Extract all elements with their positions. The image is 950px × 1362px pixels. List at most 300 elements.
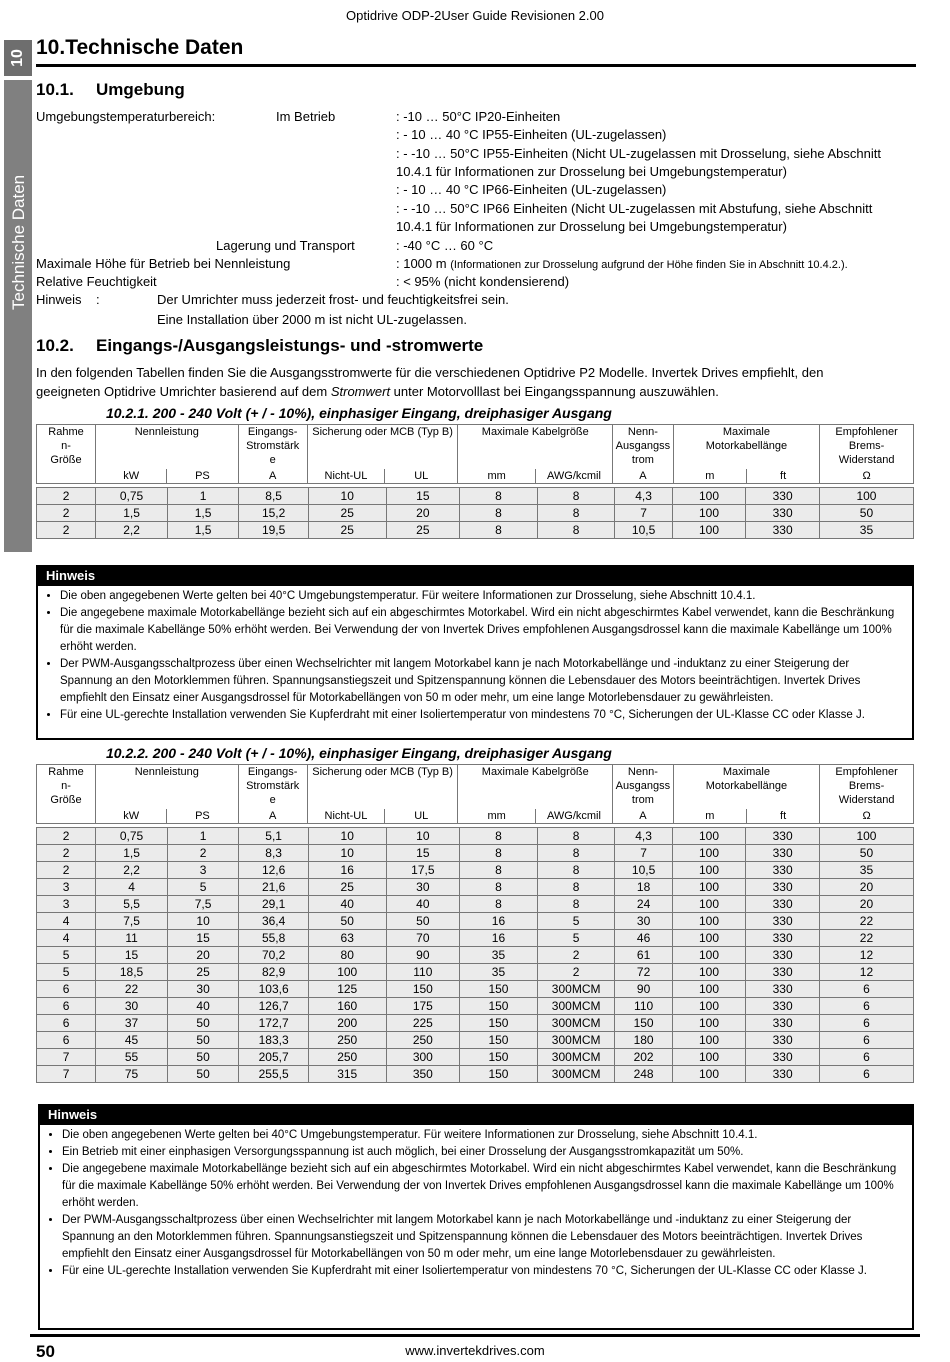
table-cell: 330 [746, 998, 820, 1015]
table-cell: 25 [167, 964, 239, 981]
unit-cell: UL [385, 469, 458, 484]
table-cell: 150 [460, 1032, 538, 1049]
col-motor-cable-length: Maximale Motorkabellänge [673, 425, 820, 469]
table-cell: 10 [308, 845, 386, 862]
table-cell: 100 [672, 896, 746, 913]
table-cell: 330 [746, 981, 820, 998]
table-cell: 100 [308, 964, 386, 981]
table-cell: 300MCM [537, 1032, 615, 1049]
temp-range-label: Umgebungstemperaturbereich: [36, 109, 216, 124]
table-row [37, 1032, 914, 1049]
table-cell: 100 [819, 488, 913, 505]
table-cell: 3 [167, 862, 239, 879]
table-cell: 72 [615, 964, 672, 981]
unit-cell: Ω [820, 469, 914, 484]
table-cell: 100 [672, 913, 746, 930]
table-cell: 8 [537, 862, 615, 879]
table-cell: 2 [37, 505, 96, 522]
table-cell: 75 [96, 1066, 168, 1083]
table-cell: 63 [308, 930, 386, 947]
operation-value-line: : - 10 … 40 °C IP55-Einheiten (UL-zugelassen) [396, 127, 667, 143]
unit-cell: mm [458, 469, 535, 484]
section-intro: In den folgenden Tabellen finden Sie die Ausgangsstromwerte für die verschiedenen Optidrive P2 Modelle. Invertek Drives empfiehlt, den geeigneten Optidrive Umrichter basierend auf dem Stromwert unter Motorvolllast bei Eingangsspannung auszuwählen. [36, 365, 824, 399]
table-body-10-2-2 [36, 827, 914, 1083]
table-cell: 250 [386, 1032, 460, 1049]
table-cell: 6 [37, 1032, 96, 1049]
table-cell: 35 [460, 947, 538, 964]
table-cell: 40 [308, 896, 386, 913]
table-cell: 330 [746, 947, 820, 964]
table-cell: 8 [460, 488, 538, 505]
table-cell: 100 [672, 488, 746, 505]
unit-cell: Nicht-UL [307, 469, 384, 484]
table-cell: 8,3 [239, 845, 309, 862]
altitude-label: Maximale Höhe für Betrieb bei Nennleistung [36, 256, 291, 271]
table-cell: 350 [386, 1066, 460, 1083]
page-number: 50 [36, 1342, 55, 1361]
table-cell: 25 [308, 522, 386, 539]
table-cell: 8 [460, 522, 538, 539]
table-cell: 7 [37, 1049, 96, 1066]
table-cell: 20 [167, 947, 239, 964]
note-item: • Die oben angegebenen Werte gelten bei 40°C Umgebungstemperatur. Für weitere Informationen zur Drosselung, siehe Abschnitt 10.4.1. [62, 1127, 904, 1144]
table-cell: 5,1 [239, 828, 309, 845]
chapter-side-tab: Technische Daten [4, 80, 32, 552]
table-cell: 2 [37, 862, 96, 879]
note-item: • Für eine UL-gerechte Installation verwenden Sie Kupferdraht mit einer Isoliertemperatur von mindestens 70 °C, Sicherungen der UL-Klasse CC oder Klasse J. [60, 707, 904, 724]
table-cell: 3 [37, 896, 96, 913]
table-cell: 50 [167, 1066, 239, 1083]
table-cell: 8 [537, 488, 615, 505]
operation-value-line: : - -10 … 50°C IP55-Einheiten (Nicht UL-zugelassen mit Drosselung, siehe Abschnitt [396, 145, 881, 161]
table-cell: 8 [537, 522, 615, 539]
table-cell: 61 [615, 947, 672, 964]
table-cell: 6 [37, 998, 96, 1015]
table-cell: 2 [537, 947, 615, 964]
col-input-current: Eingangs- Stromstärk e [238, 765, 307, 809]
table-cell: 55 [96, 1049, 168, 1066]
table-cell: 300MCM [537, 998, 615, 1015]
table-cell: 18 [615, 879, 672, 896]
table-cell: 46 [615, 930, 672, 947]
table-cell: 50 [819, 845, 913, 862]
table-cell: 2,2 [96, 862, 168, 879]
table-cell: 1,5 [167, 522, 239, 539]
table-cell: 10 [308, 488, 386, 505]
hint-label: Hinweis [36, 292, 82, 307]
section-title-10-1: Umgebung [96, 80, 185, 99]
table-cell: 7,5 [96, 913, 168, 930]
table-cell: 10 [308, 828, 386, 845]
table-cell: 8 [460, 505, 538, 522]
table-cell: 21,6 [239, 879, 309, 896]
table-cell: 150 [460, 1049, 538, 1066]
table-row [37, 981, 914, 998]
col-frame-size: Rahme n- Größe [37, 765, 96, 809]
unit-cell: UL [385, 809, 458, 824]
running-header: Optidrive ODP-2User Guide Revisionen 2.00 [346, 8, 604, 23]
note-box-1 [36, 565, 914, 740]
unit-cell: kW [96, 809, 167, 824]
table-cell: 22 [96, 981, 168, 998]
unit-cell: PS [167, 809, 238, 824]
table-cell: 4,3 [615, 488, 672, 505]
table-cell: 126,7 [239, 998, 309, 1015]
operation-value-line: : - -10 … 50°C IP66 Einheiten (Nicht UL-zugelassen mit Abstufung, siehe Abschnitt [396, 200, 873, 216]
table-cell: 7 [615, 505, 672, 522]
table-row [37, 998, 914, 1015]
table-cell: 8 [537, 828, 615, 845]
table-cell: 300 [386, 1049, 460, 1066]
table-cell: 100 [672, 828, 746, 845]
table-cell: 90 [386, 947, 460, 964]
col-fuse: Sicherung oder MCB (Typ B) [307, 425, 458, 469]
title-rule [36, 64, 916, 67]
table-cell: 12,6 [239, 862, 309, 879]
humidity-value: : < 95% (nicht kondensierend) [396, 274, 570, 289]
table-cell: 8 [460, 845, 538, 862]
table-cell: 50 [308, 913, 386, 930]
col-power: Nennleistung [96, 425, 239, 469]
col-input-current: Eingangs- Stromstärk e [238, 425, 307, 469]
table-caption-10-2-2: 10.2.2. 200 - 240 Volt (+ / - 10%), einphasiger Eingang, dreiphasiger Ausgang [106, 745, 612, 761]
table-cell: 150 [460, 981, 538, 998]
table-cell: 15,2 [239, 505, 309, 522]
table-cell: 330 [746, 1032, 820, 1049]
table-cell: 300MCM [537, 1066, 615, 1083]
table-cell: 20 [819, 879, 913, 896]
table-cell: 10 [167, 913, 239, 930]
table-row [37, 845, 914, 862]
table-cell: 70,2 [239, 947, 309, 964]
table-cell: 330 [746, 930, 820, 947]
table-cell: 300MCM [537, 1015, 615, 1032]
table-cell: 24 [615, 896, 672, 913]
table-cell: 330 [746, 505, 820, 522]
table-cell: 330 [746, 964, 820, 981]
col-brake-resistor: Empfohlener Brems- Widerstand [820, 425, 914, 469]
table-cell: 5 [167, 879, 239, 896]
note-item: • Die angegebene maximale Motorkabellänge bezieht sich auf ein abgeschirmtes Motorkabel. Wird ein nicht abgeschirmtes Kabel verwendet, kann die Beschränkung für die maximale Kabellänge 50% erhöht werden. Bei Verwendung der von Invertek Drives empfohlenen Ausgangsdrossel kann die maximale Kabellänge um 100% erhöht werden. [62, 1161, 904, 1212]
table-cell: 8 [460, 862, 538, 879]
table-cell: 150 [460, 1066, 538, 1083]
table-row [37, 862, 914, 879]
table-cell: 90 [615, 981, 672, 998]
table-cell: 150 [386, 981, 460, 998]
table-cell: 35 [460, 964, 538, 981]
table-cell: 5 [37, 947, 96, 964]
chapter-number-tab: 10 [4, 40, 32, 76]
table-cell: 15 [167, 930, 239, 947]
table-cell: 330 [746, 488, 820, 505]
table-cell: 250 [308, 1032, 386, 1049]
table-cell: 2 [37, 845, 96, 862]
table-cell: 330 [746, 1066, 820, 1083]
table-cell: 5 [37, 964, 96, 981]
table-cell: 330 [746, 1049, 820, 1066]
col-fuse: Sicherung oder MCB (Typ B) [307, 765, 458, 809]
table-cell: 100 [819, 828, 913, 845]
table-cell: 7 [615, 845, 672, 862]
col-brake-resistor: Empfohlener Brems- Widerstand [820, 765, 914, 809]
table-cell: 55,8 [239, 930, 309, 947]
table-cell: 6 [819, 1049, 913, 1066]
footer-website: www.invertekdrives.com [405, 1343, 545, 1358]
note-list [38, 588, 912, 724]
hint-line-2: Eine Installation über 2000 m ist nicht UL-zugelassen. [157, 312, 468, 327]
unit-cell: PS [167, 469, 238, 484]
table-cell: 2 [37, 488, 96, 505]
unit-cell [37, 809, 96, 824]
table-cell: 5 [537, 913, 615, 930]
note-item: • Der PWM-Ausgangsschaltprozess über einen Wechselrichter mit langem Motorkabel kann je nach Motorkabellänge und -induktanz zu einer Steigerung der Spannung an den Motorklemmen führen. Spannungsanstiegszeit und Spitzenspannung können die Lebensdauer des Motors beeinträchtigen. Invertek Drives empfiehlt den Einsatz einer Ausgangsdrossel für Motorkabellängen von 50 m oder mehr, um eine lange Motorlebensdauer zu gewährleisten. [62, 1212, 904, 1263]
table-cell: 100 [672, 964, 746, 981]
table-cell: 50 [167, 1032, 239, 1049]
table-cell: 12 [819, 964, 913, 981]
table-cell: 1,5 [96, 505, 168, 522]
table-cell: 15 [386, 845, 460, 862]
unit-cell: A [238, 469, 307, 484]
table-caption-10-2-1: 10.2.1. 200 - 240 Volt (+ / - 10%), einphasiger Eingang, dreiphasiger Ausgang [106, 405, 612, 421]
note-item: • Die angegebene maximale Motorkabellänge bezieht sich auf ein abgeschirmtes Motorkabel. Wird ein nicht abgeschirmtes Kabel verwendet, kann die Beschränkung für die maximale Kabellänge 50% erhöht werden. Bei Verwendung der von Invertek Drives empfohlenen Ausgangsdrossel kann die maximale Kabellänge um 100% erhöht werden. [60, 605, 904, 656]
table-cell: 2,2 [96, 522, 168, 539]
table-cell: 35 [819, 862, 913, 879]
table-cell: 330 [746, 1015, 820, 1032]
col-power: Nennleistung [96, 765, 239, 809]
hint-colon: : [96, 292, 100, 307]
table-cell: 7 [37, 1066, 96, 1083]
table-cell: 2 [537, 964, 615, 981]
table-cell: 35 [819, 522, 913, 539]
table-cell: 330 [746, 522, 820, 539]
note-title: Hinweis [38, 567, 912, 586]
table-cell: 330 [746, 828, 820, 845]
unit-cell: mm [458, 809, 535, 824]
table-cell: 100 [672, 862, 746, 879]
table-cell: 50 [819, 505, 913, 522]
table-cell: 8 [460, 896, 538, 913]
table-cell: 16 [460, 930, 538, 947]
table-cell: 1,5 [96, 845, 168, 862]
col-motor-cable-length: Maximale Motorkabellänge [673, 765, 820, 809]
unit-cell: kW [96, 469, 167, 484]
table-cell: 15 [386, 488, 460, 505]
footer-rule [30, 1334, 920, 1337]
table-cell: 29,1 [239, 896, 309, 913]
unit-cell: AWG/kcmil [535, 469, 612, 484]
table-cell: 248 [615, 1066, 672, 1083]
unit-cell: Nicht-UL [307, 809, 384, 824]
table-cell: 4 [37, 913, 96, 930]
table-cell: 10 [386, 828, 460, 845]
table-cell: 205,7 [239, 1049, 309, 1066]
table-body-10-2-1 [36, 487, 914, 539]
table-cell: 172,7 [239, 1015, 309, 1032]
table-cell: 8 [537, 879, 615, 896]
table-cell: 100 [672, 845, 746, 862]
table-cell: 0,75 [96, 828, 168, 845]
table-row [37, 913, 914, 930]
table-cell: 150 [460, 1015, 538, 1032]
table-row [37, 522, 914, 539]
table-cell: 5 [537, 930, 615, 947]
table-cell: 8 [537, 505, 615, 522]
storage-value: : -40 °C … 60 °C [396, 238, 494, 253]
storage-label: Lagerung und Transport [216, 238, 355, 253]
table-cell: 4,3 [615, 828, 672, 845]
table-cell: 160 [308, 998, 386, 1015]
table-cell: 5,5 [96, 896, 168, 913]
table-cell: 100 [672, 1049, 746, 1066]
table-cell: 300MCM [537, 1049, 615, 1066]
unit-cell: AWG/kcmil [535, 809, 612, 824]
table-cell: 30 [615, 913, 672, 930]
col-cable-size: Maximale Kabelgröße [458, 765, 613, 809]
table-cell: 16 [308, 862, 386, 879]
table-cell: 300MCM [537, 981, 615, 998]
table-cell: 6 [37, 1015, 96, 1032]
table-cell: 175 [386, 998, 460, 1015]
section-number-10-1: 10.1. [36, 80, 74, 99]
table-cell: 315 [308, 1066, 386, 1083]
table-cell: 110 [615, 998, 672, 1015]
table-cell: 30 [167, 981, 239, 998]
unit-cell: A [238, 809, 307, 824]
table-cell: 17,5 [386, 862, 460, 879]
table-header-10-2-1 [36, 424, 914, 484]
unit-cell: m [673, 809, 746, 824]
table-cell: 6 [37, 981, 96, 998]
table-cell: 10,5 [615, 862, 672, 879]
table-cell: 6 [819, 1015, 913, 1032]
table-cell: 2 [167, 845, 239, 862]
table-cell: 200 [308, 1015, 386, 1032]
table-cell: 70 [386, 930, 460, 947]
table-cell: 11 [96, 930, 168, 947]
unit-cell: Ω [820, 809, 914, 824]
table-cell: 8 [460, 879, 538, 896]
hint-line-1: Der Umrichter muss jederzeit frost- und feuchtigkeitsfrei sein. [157, 292, 509, 307]
table-row [37, 879, 914, 896]
table-cell: 2 [37, 522, 96, 539]
table-cell: 150 [460, 998, 538, 1015]
table-cell: 110 [386, 964, 460, 981]
unit-cell: A [613, 809, 674, 824]
col-output-current: Nenn- Ausgangss trom [613, 425, 674, 469]
table-cell: 8 [460, 828, 538, 845]
table-cell: 12 [819, 947, 913, 964]
table-cell: 180 [615, 1032, 672, 1049]
table-cell: 1 [167, 828, 239, 845]
table-cell: 16 [460, 913, 538, 930]
table-row [37, 1066, 914, 1083]
table-cell: 2 [37, 828, 96, 845]
table-row [37, 964, 914, 981]
table-cell: 80 [308, 947, 386, 964]
table-cell: 103,6 [239, 981, 309, 998]
unit-cell: m [673, 469, 746, 484]
col-cable-size: Maximale Kabelgröße [458, 425, 613, 469]
section-number-10-2: 10.2. [36, 336, 74, 355]
table-cell: 100 [672, 522, 746, 539]
table-cell: 100 [672, 1015, 746, 1032]
table-cell: 25 [308, 879, 386, 896]
table-cell: 50 [167, 1015, 239, 1032]
page-title: 10.Technische Daten [36, 36, 244, 59]
unit-cell [37, 469, 96, 484]
table-cell: 150 [615, 1015, 672, 1032]
altitude-value: : 1000 m (Informationen zur Drosselung aufgrund der Höhe finden Sie in Abschnitt 10.4.2.). [396, 256, 848, 271]
table-cell: 3 [37, 879, 96, 896]
note-item: • Der PWM-Ausgangsschaltprozess über einen Wechselrichter mit langem Motorkabel kann je nach Motorkabellänge und -induktanz zu einer Steigerung der Spannung an den Motorklemmen führen. Spannungsanstiegszeit und Spitzenspannung können die Lebensdauer des Motors beeinträchtigen. Invertek Drives empfiehlt den Einsatz einer Ausgangsdrossel für Motorkabellängen von 50 m oder mehr, um eine lange Motorlebensdauer zu gewährleisten. [60, 656, 904, 707]
table-cell: 37 [96, 1015, 168, 1032]
note-item: • Die oben angegebenen Werte gelten bei 40°C Umgebungstemperatur. Für weitere Informationen zur Drosselung, siehe Abschnitt 10.4.1. [60, 588, 904, 605]
table-cell: 255,5 [239, 1066, 309, 1083]
table-cell: 1,5 [167, 505, 239, 522]
table-cell: 15 [96, 947, 168, 964]
table-cell: 7,5 [167, 896, 239, 913]
table-cell: 8 [537, 845, 615, 862]
table-row [37, 828, 914, 845]
table-header-10-2-2 [36, 764, 914, 824]
table-cell: 4 [96, 879, 168, 896]
table-cell: 100 [672, 947, 746, 964]
table-cell: 18,5 [96, 964, 168, 981]
table-cell: 330 [746, 845, 820, 862]
table-cell: 36,4 [239, 913, 309, 930]
table-row [37, 505, 914, 522]
table-row [37, 947, 914, 964]
table-cell: 8,5 [239, 488, 309, 505]
table-cell: 100 [672, 1066, 746, 1083]
table-row [37, 896, 914, 913]
table-cell: 22 [819, 913, 913, 930]
table-cell: 50 [167, 1049, 239, 1066]
table-cell: 330 [746, 862, 820, 879]
humidity-label: Relative Feuchtigkeit [36, 274, 157, 289]
table-cell: 19,5 [239, 522, 309, 539]
table-cell: 50 [386, 913, 460, 930]
unit-cell: A [613, 469, 674, 484]
operation-label: Im Betrieb [276, 109, 336, 124]
table-row [37, 1015, 914, 1032]
table-row [37, 930, 914, 947]
table-cell: 225 [386, 1015, 460, 1032]
table-cell: 4 [37, 930, 96, 947]
table-cell: 100 [672, 1032, 746, 1049]
unit-cell: ft [746, 809, 819, 824]
table-cell: 183,3 [239, 1032, 309, 1049]
table-cell: 6 [819, 998, 913, 1015]
table-cell: 100 [672, 998, 746, 1015]
table-cell: 40 [167, 998, 239, 1015]
table-cell: 250 [308, 1049, 386, 1066]
table-cell: 82,9 [239, 964, 309, 981]
table-cell: 10,5 [615, 522, 672, 539]
table-cell: 330 [746, 913, 820, 930]
table-cell: 6 [819, 1032, 913, 1049]
table-cell: 25 [386, 522, 460, 539]
table-cell: 25 [308, 505, 386, 522]
unit-cell: ft [746, 469, 819, 484]
note-list [40, 1127, 912, 1280]
table-cell: 40 [386, 896, 460, 913]
table-cell: 45 [96, 1032, 168, 1049]
note-item: • Ein Betrieb mit einer einphasigen Versorgungsspannung ist auch möglich, bei einer Drosselung der Ausgangsstromkapazität um 50%. [62, 1144, 904, 1161]
table-cell: 0,75 [96, 488, 168, 505]
table-cell: 330 [746, 879, 820, 896]
table-cell: 100 [672, 505, 746, 522]
